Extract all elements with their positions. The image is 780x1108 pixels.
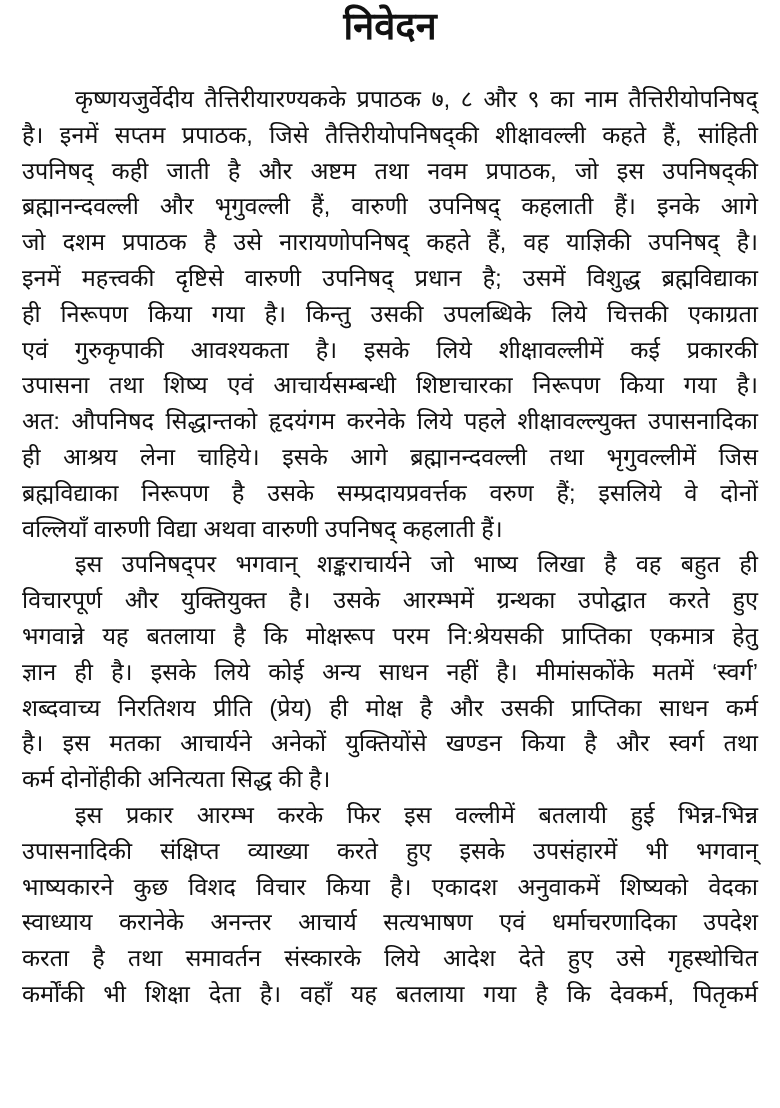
text-line: कृष्णयजुर्वेदीय तैत्तिरीयारण्यकके प्रपाठक ७, ८ और ९ का नाम तैत्तिरीयोपनिषद् [75,86,758,112]
page-title: निवेदन [343,6,437,48]
text-line: जो दशम प्रपाठक है उसे नारायणोपनिषद् कहते हैं, वह याज्ञिकी उपनिषद् है। [22,229,758,256]
text-line: कर्मोंकी भी शिक्षा देता है। वहाँ यह बतलाया गया है कि देवकर्म, पितृकर्म [22,980,758,1007]
text-line: विचारपूर्ण और युक्तियुक्त है। उसके आरम्भमें ग्रन्थका उपोद्घात करते हुए [22,587,758,614]
text-line: अत: औपनिषद सिद्धान्तको हृदयंगम करनेके लिये पहले शीक्षावल्ल्युक्त उपासनादिका [22,408,758,435]
text-line: ही आश्रय लेना चाहिये। इसके आगे ब्रह्मानन्दवल्ली तथा भृगुवल्लीमें जिस [22,443,758,470]
text-line: उपासना तथा शिष्य एवं आचार्यसम्बन्धी शिष्टाचारका निरूपण किया गया है। [22,372,758,399]
text-line: उपासनादिकी संक्षिप्त व्याख्या करते हुए इसके उपसंहारमें भी भगवान् [22,837,758,864]
document-body [22,82,758,1013]
text-line: इनमें महत्त्वकी दृष्टिसे वारुणी उपनिषद् प्रधान है; उसमें विशुद्ध ब्रह्मविद्याका [22,264,758,291]
text-line: भाष्यकारने कुछ विशद विचार किया है। एकादश अनुवाकमें शिष्यको वेदका [22,873,758,900]
text-line: वल्लियाँ वारुणी विद्या अथवा वारुणी उपनिषद् कहलाती हैं। [22,515,503,542]
text-line: एवं गुरुकृपाकी आवश्यकता है। इसके लिये शीक्षावल्लीमें कई प्रकारकी [22,336,758,363]
paragraph-2 [22,547,758,798]
text-line: है। इस मतका आचार्यने अनेकों युक्तियोंसे खण्डन किया है और स्वर्ग तथा [22,730,758,757]
text-line: कर्म दोनोंहीकी अनित्यता सिद्ध की है। [22,766,331,793]
text-line: इस प्रकार आरम्भ करके फिर इस वल्लीमें बतलायी हुई भिन्न-भिन्न [75,801,758,828]
text-line: ज्ञान ही है। इसके लिये कोई अन्य साधन नहीं है। मीमांसकोंके मतमें ‘स्वर्ग’ [22,658,758,685]
text-line: है। इनमें सप्तम प्रपाठक, जिसे तैत्तिरीयोपनिषद्की शीक्षावल्ली कहते हैं, सांहिती [22,121,758,148]
paragraph-1 [22,82,758,547]
text-line: शब्दवाच्य निरतिशय प्रीति (प्रेय) ही मोक्ष है और उसकी प्राप्तिका साधन कर्म [22,694,758,721]
text-line: उपनिषद् कही जाती है और अष्टम तथा नवम प्रपाठक, जो इस उपनिषद्की [22,157,758,184]
text-line: इस उपनिषद्पर भगवान् शङ्कराचार्यने जो भाष्य लिखा है वह बहुत ही [75,551,758,578]
text-line: भगवान्ने यह बतलाया है कि मोक्षरूप परम नि:श्रेयसकी प्राप्तिका एकमात्र हेतु [22,622,758,649]
paragraph-3 [22,798,758,1013]
text-line: ही निरूपण किया गया है। किन्तु उसकी उपलब्धिके लिये चित्तकी एकाग्रता [22,300,758,327]
text-line: करता है तथा समावर्तन संस्कारके लिये आदेश देते हुए उसे गृहस्थोचित [22,945,758,972]
text-line: ब्रह्मविद्याका निरूपण है उसके सम्प्रदायप्रवर्त्तक वरुण हैं; इसलिये वे दोनों [22,479,758,506]
text-line: ब्रह्मानन्दवल्ली और भृगुवल्ली हैं, वारुणी उपनिषद् कहलाती हैं। इनके आगे [22,193,758,220]
text-line: स्वाध्याय करानेके अनन्तर आचार्य सत्यभाषण एवं धर्माचरणादिका उपदेश [22,909,758,936]
